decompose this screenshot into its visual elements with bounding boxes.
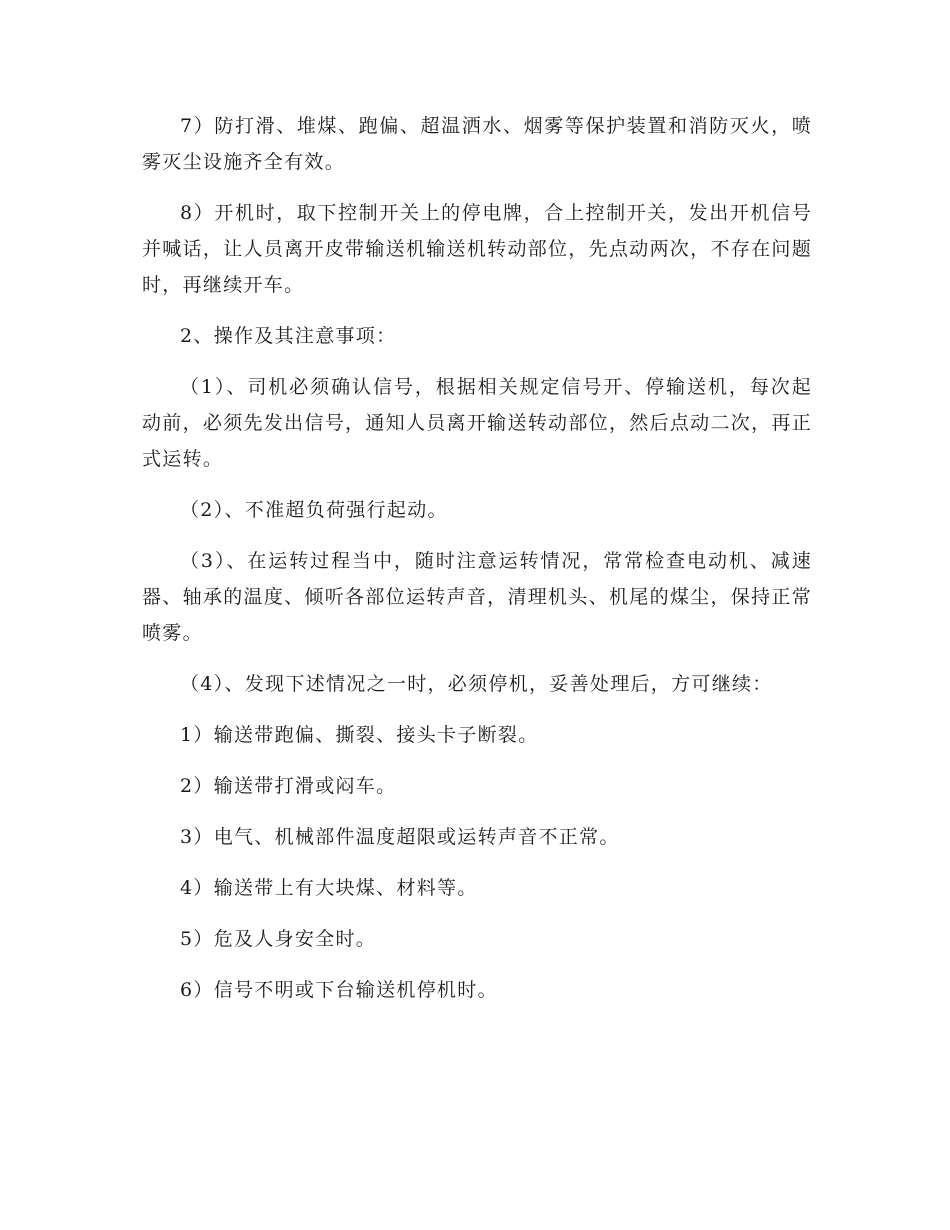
paragraph-rule-1: （1）、司机必须确认信号，根据相关规定信号开、停输送机，每次起动前，必须先发出信号，通知人员离开输送转动部位，然后点动二次，再正式运转。 [142, 376, 812, 470]
paragraph-item-8: 8）开机时，取下控制开关上的停电牌，合上控制开关，发出开机信号并喊话，让人员离开皮带输送机输送机转动部位，先点动两次，不存在问题时，再继续开车。 [142, 202, 812, 296]
paragraph-rule-4: （4）、发现下述情况之一时，必须停机，妥善处理后，方可继续： [180, 673, 773, 695]
paragraph-rule-2: （2）、不准超负荷强行起动。 [180, 499, 448, 521]
paragraph-rule-3: （3）、在运转过程当中，随时注意运转情况，常常检查电动机、减速器、轴承的温度、倾听各部位运转声音，清理机头、机尾的煤尘，保持正常喷雾。 [142, 550, 812, 644]
section-heading-operation: 2、操作及其注意事项： [180, 325, 397, 347]
list-item-stop-4: 4）输送带上有大块煤、材料等。 [180, 877, 478, 899]
list-item-stop-3: 3）电气、机械部件温度超限或运转声音不正常。 [180, 826, 620, 848]
list-item-stop-1: 1）输送带跑偏、撕裂、接头卡子断裂。 [180, 724, 539, 746]
list-item-stop-5: 5）危及人身安全时。 [180, 928, 377, 950]
list-item-stop-2: 2）输送带打滑或闷车。 [180, 775, 397, 797]
paragraph-item-7: 7）防打滑、堆煤、跑偏、超温洒水、烟雾等保护装置和消防灭火，喷雾灭尘设施齐全有效。 [142, 115, 812, 173]
list-item-stop-6: 6）信号不明或下台输送机停机时。 [180, 979, 498, 1001]
document-body [142, 108, 812, 1023]
